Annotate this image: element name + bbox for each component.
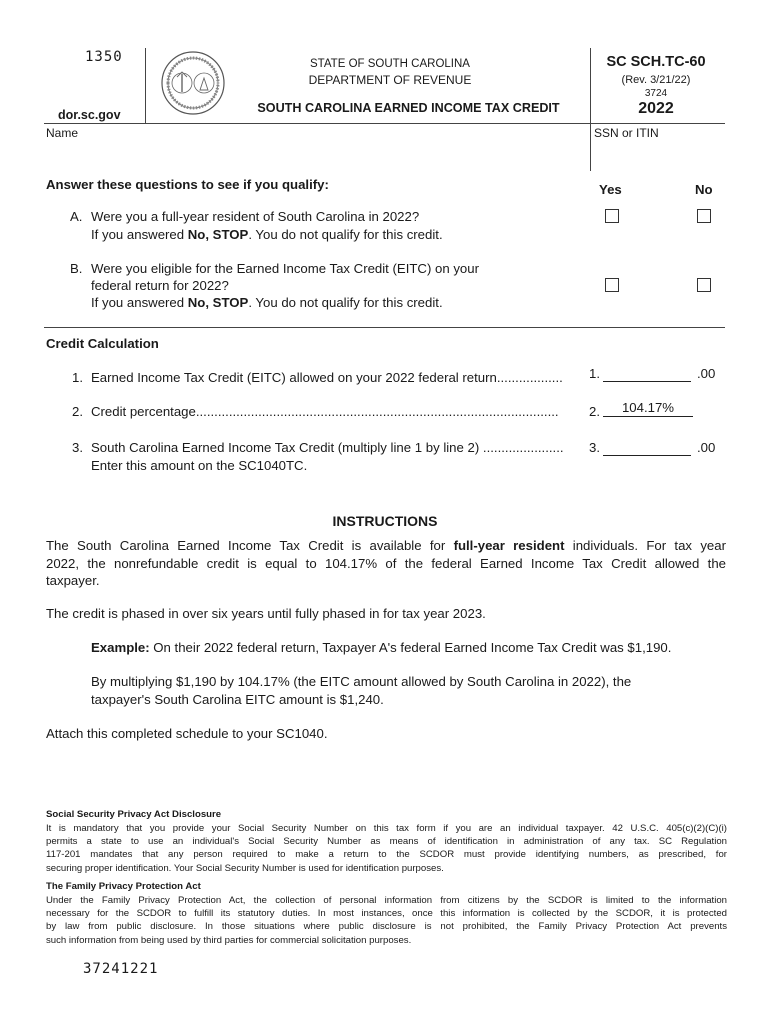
question-a-stop-note: If you answered No, STOP. You do not qualify for this credit.: [91, 227, 443, 242]
credit-line-2-number: 2.: [72, 404, 83, 419]
question-a-yes-checkbox[interactable]: [605, 209, 619, 223]
agency-line-2: DEPARTMENT OF REVENUE: [308, 73, 472, 87]
question-b-letter: B.: [70, 261, 83, 276]
question-b-yes-checkbox[interactable]: [605, 278, 619, 292]
credit-line-2-text: Credit percentage...................................................................................................: [91, 404, 559, 419]
question-b-text: Were you eligible for the Earned Income Tax Credit (EITC) on your: [91, 261, 479, 276]
question-b-no-checkbox[interactable]: [697, 278, 711, 292]
credit-line-2-value: 104.17%: [603, 399, 693, 417]
credit-line-3-cents: .00: [697, 440, 716, 455]
credit-line-1-ref: 1.: [589, 366, 600, 381]
form-code-top: 1350: [85, 49, 123, 65]
question-b-text-cont: federal return for 2022?: [91, 278, 229, 293]
no-column-label: No: [695, 182, 713, 197]
privacy-ss-heading: Social Security Privacy Act Disclosure: [46, 809, 222, 820]
question-b-stop-note: If you answered No, STOP. You do not qualify for this credit.: [91, 295, 443, 310]
instructions-paragraph-2: The credit is phased in over six years until fully phased in for tax year 2023.: [46, 606, 486, 621]
credit-line-1-number: 1.: [72, 370, 83, 385]
credit-line-1-cents: .00: [697, 366, 716, 381]
question-a-letter: A.: [70, 209, 83, 224]
instructions-heading: INSTRUCTIONS: [332, 513, 438, 529]
ssn-field[interactable]: [592, 140, 724, 172]
state-seal: [160, 50, 226, 116]
question-a-text: Were you a full-year resident of South Carolina in 2022?: [91, 209, 420, 224]
ssn-divider: [590, 123, 591, 171]
name-label: Name: [46, 126, 79, 140]
credit-line-3-number: 3.: [72, 440, 83, 455]
credit-line-2-ref: 2.: [589, 404, 600, 419]
ssn-label: SSN or ITIN: [594, 126, 659, 140]
question-a-no-checkbox[interactable]: [697, 209, 711, 223]
tax-year: 2022: [638, 100, 674, 117]
header-divider-left: [145, 48, 146, 124]
qualify-bottom-rule: [44, 327, 725, 328]
name-field[interactable]: [44, 140, 590, 172]
yes-column-label: Yes: [599, 182, 622, 197]
revision-code: 3724: [644, 88, 668, 99]
instructions-paragraph-4: By multiplying $1,190 by 104.17% (the EITC amount allowed by South Carolina in 2022), the taxpayer's South Carolina EITC amount is $1,240.: [91, 674, 632, 707]
credit-line-3-input[interactable]: [603, 441, 691, 456]
qualify-heading: Answer these questions to see if you qualify:: [46, 177, 329, 192]
credit-line-3-text: South Carolina Earned Income Tax Credit (multiply line 1 by line 2) ......................: [91, 440, 564, 455]
schedule-id: SC SCH.TC-60: [606, 54, 706, 70]
instructions-paragraph-1: The South Carolina Earned Income Tax Credit is available for full-year resident individuals. For tax year 2022, the nonrefundable credit is equal to 104.17% of the federal Earned Income Tax Credit allowed the taxpayer.: [46, 538, 726, 588]
instructions-example: Example: On their 2022 federal return, Taxpayer A's federal Earned Income Tax Credit was $1,190.: [91, 640, 672, 655]
instructions-paragraph-5: Attach this completed schedule to your SC1040.: [46, 726, 328, 741]
credit-line-3-ref: 3.: [589, 440, 600, 455]
privacy-fp-heading: The Family Privacy Protection Act: [46, 881, 201, 892]
website-link[interactable]: dor.sc.gov: [58, 108, 121, 122]
privacy-fp-body: Under the Family Privacy Protection Act, the collection of personal information from citizens by the SCDOR is limited to the information necessary for the SCDOR to fulfill its statutory duties. In most instances, once this information is collected by the SCDOR, it is protected by law from public disclosure. In those situations where public disclosure is not prohibited, the Family Privacy Protection Act prevents such information from being used by third parties for commercial solicitation purposes.: [46, 895, 727, 946]
credit-line-1-input[interactable]: [603, 367, 691, 382]
barcode-number: 37241221: [83, 961, 159, 977]
privacy-ss-body: It is mandatory that you provide your Social Security Number on this tax form if you are an individual taxpayer. 42 U.S.C. 405(c)(2)(C)(i) permits a state to use an individual's Social Security Number as means of identification in administration of any tax. SC Regulation 117-201 mandates that any person required to make a return to the SCDOR must provide identifying numbers, as prescribed, for securing proper identification. Your Social Security Number is used for identification purposes.: [46, 823, 727, 874]
credit-line-1-text: Earned Income Tax Credit (EITC) allowed on your 2022 federal return..................: [91, 370, 563, 385]
revision-date: (Rev. 3/21/22): [621, 74, 691, 86]
agency-line-1: STATE OF SOUTH CAROLINA: [310, 58, 470, 70]
credit-heading: Credit Calculation: [46, 336, 159, 351]
credit-line-3-subtext: Enter this amount on the SC1040TC.: [91, 458, 308, 473]
form-title: SOUTH CAROLINA EARNED INCOME TAX CREDIT: [257, 101, 560, 115]
header-bottom-rule: [44, 123, 725, 124]
